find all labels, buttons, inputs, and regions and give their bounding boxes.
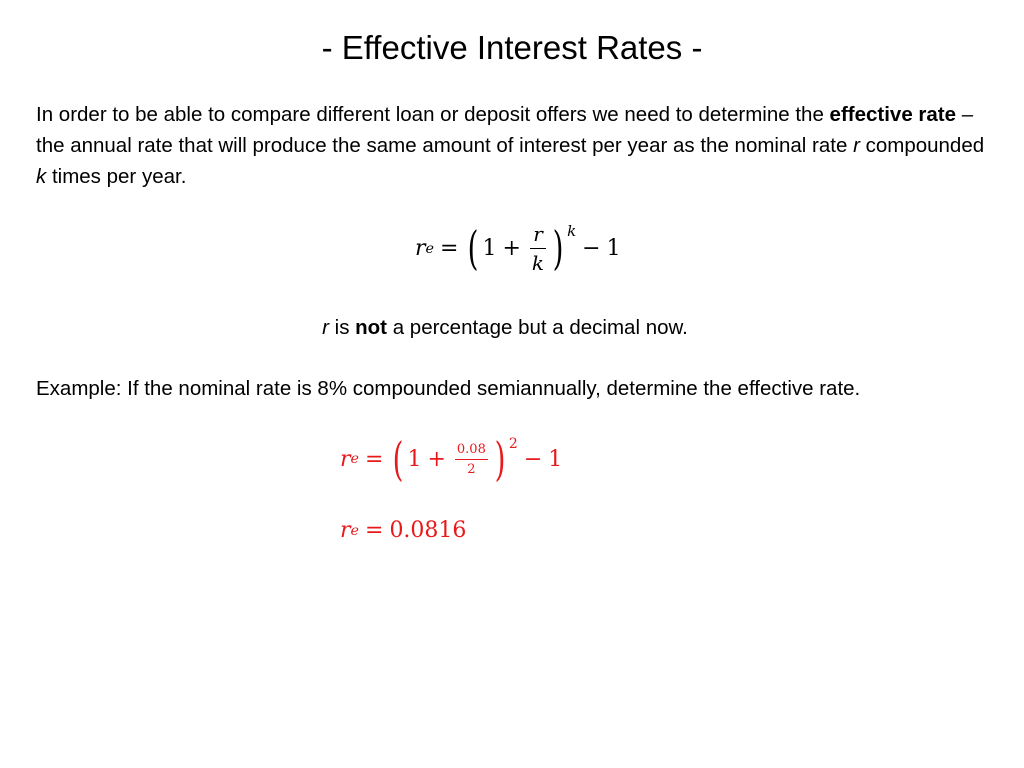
formula-minus: − [582, 236, 601, 261]
formula-close-paren: ) [552, 221, 564, 276]
formula-one: 1 [482, 236, 497, 261]
intro-text-2: – the annual rate that will produce the same amount of interest per year as the nominal rate [36, 103, 974, 157]
formula-equals: = [440, 236, 459, 261]
example-close-paren: ) [494, 432, 506, 486]
formula-lhs-sub: e [425, 240, 434, 257]
example-numerator: 0.08 [456, 441, 486, 457]
example-open-paren: ( [393, 432, 404, 486]
formula-numerator: r [533, 222, 543, 246]
example-exponent: 2 [508, 436, 518, 452]
note-text-1: is [328, 316, 356, 339]
formula-denominator: k [531, 251, 545, 275]
example-lhs-var: r [340, 446, 351, 472]
result-value: 0.0816 [389, 518, 467, 543]
intro-text-3: compounded [859, 134, 985, 157]
effective-rate-formula [415, 222, 621, 275]
formula-plus: + [502, 236, 521, 261]
intro-var-k: k [36, 165, 47, 188]
example-minus: − [523, 446, 543, 472]
intro-var-r: r [853, 134, 860, 157]
slide-title: - Effective Interest Rates - [321, 29, 703, 66]
example-plus: + [427, 446, 446, 472]
formula-open-paren: ( [468, 221, 479, 276]
example-denominator: 2 [467, 461, 476, 477]
intro-text-4: times per year. [46, 165, 187, 188]
example-minus-one: 1 [548, 446, 563, 472]
example-equals: = [365, 446, 384, 472]
note-bold: not [355, 316, 388, 339]
note-text-2: a percentage but a decimal now. [387, 316, 688, 339]
intro-paragraph [36, 99, 996, 192]
decimal-note [0, 314, 1010, 342]
example-text: Example: If the nominal rate is 8% compounded semiannually, determine the effective rate. [36, 377, 861, 400]
formula-fraction [530, 222, 546, 275]
example-formula [340, 432, 563, 486]
example-result [340, 518, 466, 543]
intro-text-1: In order to be able to compare different loan or deposit offers we need to determine the [36, 103, 830, 126]
intro-bold-term: effective rate [829, 103, 957, 126]
result-lhs-var: r [340, 518, 351, 543]
note-var-r: r [322, 316, 329, 339]
result-lhs-sub: e [350, 522, 359, 539]
example-lhs-sub: e [350, 451, 359, 468]
example-one: 1 [407, 446, 422, 472]
formula-lhs-var: r [415, 236, 426, 261]
result-equals: = [365, 518, 384, 543]
formula-exponent: k [567, 222, 577, 240]
example-fraction [455, 442, 488, 477]
formula-minus-one: 1 [606, 236, 621, 261]
